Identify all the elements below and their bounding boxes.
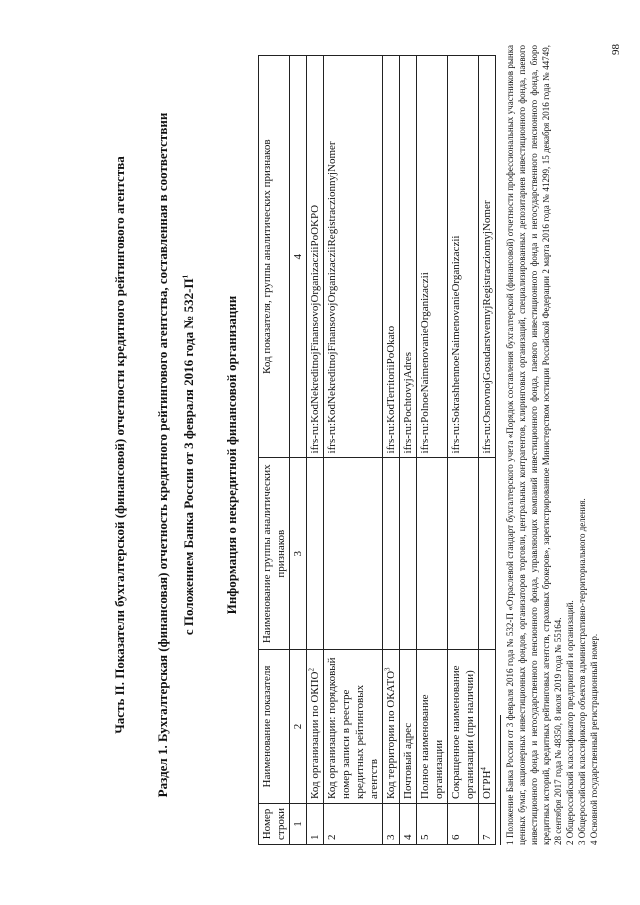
footnote-divider	[500, 715, 501, 845]
column-number: 4	[290, 56, 307, 458]
row-number: 3	[383, 803, 400, 844]
footnote-4: 4 Основной государственный регистрационный номер.	[589, 633, 599, 845]
indicator-name	[479, 650, 496, 804]
table-row	[479, 56, 496, 845]
section-title	[150, 45, 202, 865]
column-numbers-row	[290, 56, 307, 845]
indicator-name-text: ОГРН	[481, 770, 493, 799]
footnote-2: 2 Общероссийский классификатор предприятий и организаций.	[565, 600, 575, 845]
section-title-line-2	[176, 45, 202, 865]
footnote-mark: 2	[307, 668, 316, 672]
section-title-footnote-mark: 1	[181, 274, 190, 279]
indicator-name	[383, 650, 400, 804]
indicator-code: ifrs-ru:PochtovyjAdres	[400, 56, 417, 458]
indicator-name-text: Код организации по ОКПО	[309, 671, 321, 799]
indicator-name	[307, 650, 324, 804]
indicators-table	[258, 55, 496, 845]
section-title-line-1: Раздел 1. Бухгалтерская (финансовая) отчетность кредитного рейтингового агентства, составленная в соответствии	[155, 112, 170, 798]
footnotes	[500, 45, 600, 845]
footnote-mark: 3	[383, 667, 392, 671]
group-name	[479, 458, 496, 650]
indicator-name: Сокращенное наименование организации (при наличии)	[448, 650, 479, 804]
table-row	[400, 56, 417, 845]
indicator-code: ifrs-ru:KodNekreditnojFinansovojOrganizacziiRegistraczionnyjNomer	[324, 56, 383, 458]
indicator-name: Код организации: порядковый номер записи в реестре кредитных рейтинговых агентств	[324, 650, 383, 804]
indicator-name: Полное наименование организации	[417, 650, 448, 804]
row-number: 2	[324, 803, 383, 844]
footnote-1: 1 Положение Банка России от 3 февраля 2016 года № 532-П «Отраслевой стандарт бухгалтерского учета «Порядок составления бухгалтерской (финансовой) отчетности профессиональных участников рынка ценных бумаг, акционерных инвестиционных фондов, организаторов торговли, центральных контрагентов, клиринговых организаций, специализированных депозитариев инвестиционного фонда, паевого инвестиционного фонда и негосударственного пенсионного фонда, управляющих компаний инвестиционного фонда, паевого инвестиционного фонда и негосударственного пенсионного фонда, бюро кредитных историй, кредитных рейтинговых агентств, страховых брокеров», зарегистрированное Министерством юстиции Российской Федерации 2 марта 2016 года № 41299, 15 декабря 2016 года № 44749, 28 сентября 2017 года № 48350, 8 июля 2019 года № 55164.	[505, 45, 563, 845]
indicator-code: ifrs-ru:KodNekreditnojFinansovojOrganizacziiPoOKPO	[307, 56, 324, 458]
table-row	[324, 56, 383, 845]
footnote-mark: 4	[479, 767, 488, 771]
table-row	[448, 56, 479, 845]
row-number: 6	[448, 803, 479, 844]
footnote-3: 3 Общероссийский классификатор объектов административно-территориального деления.	[577, 498, 587, 845]
row-number: 4	[400, 803, 417, 844]
table-row	[383, 56, 400, 845]
part-title: Часть II. Показатели бухгалтерской (финансовой) отчетности кредитного рейтингового агентства	[112, 156, 127, 734]
column-number: 2	[290, 650, 307, 804]
column-number: 1	[290, 803, 307, 844]
indicator-name-text: Код территории по ОКАТО	[385, 670, 397, 799]
group-name	[307, 458, 324, 650]
group-name	[417, 458, 448, 650]
indicator-code: ifrs-ru:KodTerritoriiPoOkato	[383, 56, 400, 458]
row-number: 1	[307, 803, 324, 844]
header-indicator-name: Наименование показателя	[259, 650, 290, 804]
header-row-number: Номер строки	[259, 803, 290, 844]
indicator-code: ifrs-ru:PolnoeNaimenovanieOrganizaczii	[417, 56, 448, 458]
section-title-line-2-text: с Положением Банка России от 3 февраля 2016 года № 532-П	[181, 278, 196, 636]
header-indicator-code: Код показателя, группы аналитических признаков	[259, 56, 290, 458]
row-number: 5	[417, 803, 448, 844]
group-name	[383, 458, 400, 650]
table-header-row	[259, 56, 290, 845]
indicator-name: Почтовый адрес	[400, 650, 417, 804]
page-number: 98	[610, 44, 622, 55]
table-row	[417, 56, 448, 845]
row-number: 7	[479, 803, 496, 844]
indicator-code: ifrs-ru:OsnovnojGosudarstvennyjRegistraczionnyjNomer	[479, 56, 496, 458]
group-name	[324, 458, 383, 650]
indicator-code: ifrs-ru:SokrashhennoeNaimenovanieOrganizaczii	[448, 56, 479, 458]
column-number: 3	[290, 458, 307, 650]
group-name	[400, 458, 417, 650]
header-group-name: Наименование группы аналитических признаков	[259, 458, 290, 650]
group-name	[448, 458, 479, 650]
table-heading: Информация о некредитной финансовой организации	[224, 295, 239, 615]
table-row	[307, 56, 324, 845]
